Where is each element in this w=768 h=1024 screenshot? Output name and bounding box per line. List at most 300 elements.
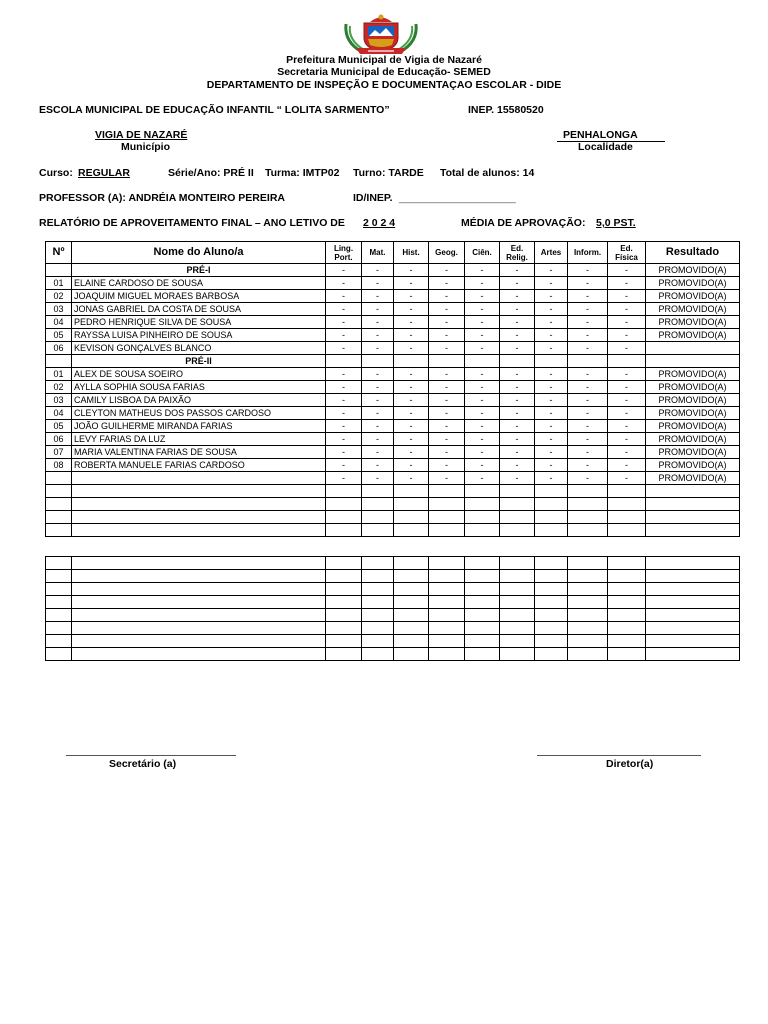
grade-cell: - [465, 277, 500, 290]
student-row [46, 329, 740, 342]
grade-cell: - [362, 303, 394, 316]
header-result: Resultado [646, 242, 740, 264]
student-number: 02 [46, 290, 72, 303]
grade-cell: - [568, 303, 608, 316]
section-number-cell [46, 355, 72, 368]
student-row [46, 277, 740, 290]
grade-cell: - [394, 381, 429, 394]
student-row [46, 394, 740, 407]
grade-cell: - [394, 303, 429, 316]
blank-cell [394, 622, 429, 635]
result-cell: PROMOVIDO(A) [646, 316, 740, 329]
header-portuguese: Ling. Port. [326, 242, 362, 264]
grade-cell: - [429, 329, 465, 342]
grade-cell: - [326, 290, 362, 303]
blank-cell [46, 635, 72, 648]
grade-cell: - [500, 316, 535, 329]
student-number: 04 [46, 407, 72, 420]
blank-cell [535, 648, 568, 661]
secretary-signature-line [66, 755, 236, 756]
municipality-label: Município [121, 141, 170, 153]
student-name: CAMILY LISBOA DA PAIXÃO [72, 394, 326, 407]
blank-cell [500, 609, 535, 622]
grade-cell: - [535, 342, 568, 355]
header-secretaria: Secretaria Municipal de Educação- SEMED [277, 66, 491, 78]
empty-cell [72, 511, 326, 524]
blank-cell [568, 583, 608, 596]
result-cell: PROMOVIDO(A) [646, 277, 740, 290]
empty-cell [394, 524, 429, 537]
empty-cell [568, 524, 608, 537]
grade-cell [465, 355, 500, 368]
grade-cell: - [535, 368, 568, 381]
empty-cell [362, 511, 394, 524]
blank-table [45, 556, 740, 661]
grade-cell: - [429, 446, 465, 459]
empty-cell [535, 498, 568, 511]
grade-cell: - [500, 420, 535, 433]
header-history: Hist. [394, 242, 429, 264]
blank-cell [465, 596, 500, 609]
grade-cell: - [465, 381, 500, 394]
grade-cell [429, 355, 465, 368]
blank-cell [46, 648, 72, 661]
blank-cell [465, 557, 500, 570]
section-row [46, 355, 740, 368]
grade-cell: - [429, 472, 465, 485]
blank-cell [568, 622, 608, 635]
blank-row [46, 570, 740, 583]
student-name: ROBERTA MANUELE FARIAS CARDOSO [72, 459, 326, 472]
header-science: Ciên. [465, 242, 500, 264]
secretary-label: Secretário (a) [109, 758, 177, 770]
teacher-name: PROFESSOR (A): ANDRÉIA MONTEIRO PEREIRA [39, 192, 285, 204]
grade-cell: - [535, 420, 568, 433]
student-row [46, 433, 740, 446]
blank-cell [326, 570, 362, 583]
table-header-row [46, 242, 740, 264]
grade-cell: - [326, 264, 362, 277]
blank-cell [646, 648, 740, 661]
grade-cell: - [362, 446, 394, 459]
grade-cell [608, 355, 646, 368]
blank-cell [46, 557, 72, 570]
blank-cell [646, 635, 740, 648]
grade-cell: - [608, 303, 646, 316]
blank-cell [608, 609, 646, 622]
empty-cell [646, 524, 740, 537]
blank-cell [429, 596, 465, 609]
grade-cell: - [500, 446, 535, 459]
blank-cell [429, 557, 465, 570]
grade-cell: - [535, 459, 568, 472]
grade-cell: - [362, 290, 394, 303]
header-physical-ed: Ed. Física [608, 242, 646, 264]
course-turma: Turma: IMTP02 [265, 167, 340, 179]
blank-cell [326, 557, 362, 570]
result-cell: PROMOVIDO(A) [646, 420, 740, 433]
blank-cell [608, 622, 646, 635]
blank-cell [394, 609, 429, 622]
header-prefeitura: Prefeitura Municipal de Vigia de Nazaré [286, 54, 482, 66]
blank-cell [72, 583, 326, 596]
header-arts: Artes [535, 242, 568, 264]
blank-cell [608, 570, 646, 583]
empty-cell [394, 498, 429, 511]
grade-cell: - [608, 459, 646, 472]
empty-cell [362, 485, 394, 498]
grades-table [45, 241, 740, 537]
blank-cell [608, 596, 646, 609]
student-name: JONAS GABRIEL DA COSTA DE SOUSA [72, 303, 326, 316]
grade-cell: - [362, 264, 394, 277]
blank-cell [465, 570, 500, 583]
grade-cell: - [568, 446, 608, 459]
grade-cell: - [394, 316, 429, 329]
blank-cell [362, 622, 394, 635]
grade-cell: - [535, 433, 568, 446]
empty-cell [646, 498, 740, 511]
grade-cell: - [465, 472, 500, 485]
result-cell: PROMOVIDO(A) [646, 433, 740, 446]
grade-cell: - [362, 420, 394, 433]
blank-row [46, 609, 740, 622]
grade-cell: - [608, 368, 646, 381]
student-row [46, 303, 740, 316]
empty-cell [465, 524, 500, 537]
blank-cell [465, 648, 500, 661]
empty-row [46, 524, 740, 537]
blank-cell [465, 622, 500, 635]
grade-cell: - [465, 407, 500, 420]
grade-cell: - [326, 420, 362, 433]
grade-cell: - [429, 394, 465, 407]
grade-cell: - [465, 368, 500, 381]
student-row [46, 316, 740, 329]
grade-cell: - [465, 394, 500, 407]
grade-cell: - [500, 264, 535, 277]
blank-cell [72, 609, 326, 622]
course-serie: Série/Ano: PRÉ II [168, 167, 254, 179]
blank-cell [465, 635, 500, 648]
grade-cell: - [568, 264, 608, 277]
student-number: 08 [46, 459, 72, 472]
empty-row [46, 485, 740, 498]
director-signature-line [537, 755, 701, 756]
grade-cell: - [535, 446, 568, 459]
student-name: KEVISON GONÇALVES BLANCO [72, 342, 326, 355]
grade-cell [500, 355, 535, 368]
grade-cell: - [500, 303, 535, 316]
empty-cell [500, 485, 535, 498]
grade-cell: - [326, 459, 362, 472]
course-total: Total de alunos: 14 [440, 167, 535, 179]
section-row [46, 264, 740, 277]
blank-cell [535, 557, 568, 570]
blank-cell [429, 622, 465, 635]
grade-cell: - [465, 316, 500, 329]
municipality-value: VIGIA DE NAZARÉ [95, 129, 188, 141]
grade-cell: - [362, 342, 394, 355]
report-title: RELATÓRIO DE APROVEITAMENTO FINAL – ANO LETIVO DE [39, 217, 345, 229]
result-cell: PROMOVIDO(A) [646, 290, 740, 303]
blank-cell [500, 557, 535, 570]
empty-cell [72, 524, 326, 537]
school-inep: INEP. 15580520 [468, 104, 544, 116]
blank-cell [72, 648, 326, 661]
blank-cell [568, 570, 608, 583]
blank-cell [326, 622, 362, 635]
empty-row [46, 511, 740, 524]
grade-cell: - [608, 394, 646, 407]
grade-cell: - [500, 459, 535, 472]
grade-cell: - [362, 368, 394, 381]
grade-cell: - [362, 394, 394, 407]
blank-cell [646, 622, 740, 635]
approval-average-value: 5,0 PST. [596, 217, 636, 229]
grade-cell: - [326, 342, 362, 355]
grade-cell: - [608, 446, 646, 459]
section-number-cell [46, 264, 72, 277]
empty-cell [362, 524, 394, 537]
blank-cell [46, 570, 72, 583]
student-row [46, 472, 740, 485]
empty-cell [465, 485, 500, 498]
empty-cell [535, 524, 568, 537]
empty-cell [535, 511, 568, 524]
student-name: AYLLA SOPHIA SOUSA FARIAS [72, 381, 326, 394]
empty-cell [46, 511, 72, 524]
blank-cell [608, 557, 646, 570]
grade-cell: - [429, 368, 465, 381]
student-number: 01 [46, 277, 72, 290]
blank-cell [535, 583, 568, 596]
header-geography: Geog. [429, 242, 465, 264]
grade-cell: - [326, 394, 362, 407]
grade-cell: - [394, 420, 429, 433]
grade-cell: - [608, 381, 646, 394]
empty-cell [568, 511, 608, 524]
blank-cell [535, 596, 568, 609]
grade-cell: - [465, 290, 500, 303]
empty-cell [326, 485, 362, 498]
empty-cell [362, 498, 394, 511]
grade-cell: - [394, 277, 429, 290]
empty-cell [429, 485, 465, 498]
student-row [46, 381, 740, 394]
student-number: 06 [46, 342, 72, 355]
grade-cell: - [500, 329, 535, 342]
empty-cell [326, 498, 362, 511]
grade-cell: - [608, 342, 646, 355]
student-number: 05 [46, 329, 72, 342]
student-name: RAYSSA LUISA PINHEIRO DE SOUSA [72, 329, 326, 342]
grade-cell: - [568, 394, 608, 407]
grade-cell: - [500, 472, 535, 485]
grade-cell: - [394, 329, 429, 342]
grade-cell: - [535, 277, 568, 290]
empty-cell [568, 498, 608, 511]
student-row [46, 368, 740, 381]
result-cell: PROMOVIDO(A) [646, 303, 740, 316]
grade-cell: - [465, 342, 500, 355]
blank-cell [535, 635, 568, 648]
blank-cell [362, 583, 394, 596]
student-row [46, 459, 740, 472]
grade-cell: - [535, 303, 568, 316]
result-cell: PROMOVIDO(A) [646, 264, 740, 277]
blank-cell [362, 609, 394, 622]
blank-cell [535, 609, 568, 622]
director-label: Diretor(a) [606, 758, 654, 770]
blank-cell [608, 648, 646, 661]
empty-cell [568, 485, 608, 498]
blank-cell [535, 622, 568, 635]
blank-cell [646, 583, 740, 596]
grade-cell: - [568, 407, 608, 420]
grade-cell: - [465, 446, 500, 459]
empty-cell [608, 511, 646, 524]
grade-cell: - [394, 472, 429, 485]
grade-cell: - [608, 329, 646, 342]
grade-cell: - [535, 264, 568, 277]
grade-cell: - [429, 459, 465, 472]
blank-cell [568, 609, 608, 622]
blank-cell [72, 622, 326, 635]
student-number: 04 [46, 316, 72, 329]
grade-cell: - [535, 329, 568, 342]
result-cell: PROMOVIDO(A) [646, 459, 740, 472]
grade-cell: - [394, 394, 429, 407]
grade-cell: - [362, 277, 394, 290]
empty-cell [608, 498, 646, 511]
grade-cell: - [568, 329, 608, 342]
grade-cell: - [500, 433, 535, 446]
grade-cell: - [429, 407, 465, 420]
grade-cell: - [608, 407, 646, 420]
blank-cell [500, 583, 535, 596]
grade-cell: - [568, 420, 608, 433]
grade-cell: - [535, 290, 568, 303]
grade-cell: - [500, 407, 535, 420]
blank-cell [72, 570, 326, 583]
grade-cell: - [429, 342, 465, 355]
grade-cell: - [326, 316, 362, 329]
empty-row [46, 498, 740, 511]
blank-row [46, 583, 740, 596]
approval-average-label: MÉDIA DE APROVAÇÃO: [461, 217, 586, 229]
blank-cell [568, 557, 608, 570]
result-cell: PROMOVIDO(A) [646, 329, 740, 342]
empty-cell [608, 485, 646, 498]
empty-cell [608, 524, 646, 537]
blank-cell [46, 622, 72, 635]
blank-cell [362, 635, 394, 648]
blank-row [46, 622, 740, 635]
grade-cell: - [465, 303, 500, 316]
empty-cell [465, 498, 500, 511]
locality-label: Localidade [578, 141, 633, 153]
empty-cell [646, 511, 740, 524]
student-number: 05 [46, 420, 72, 433]
blank-cell [500, 635, 535, 648]
blank-cell [429, 648, 465, 661]
grade-cell: - [608, 264, 646, 277]
empty-cell [500, 511, 535, 524]
blank-cell [568, 596, 608, 609]
blank-cell [608, 583, 646, 596]
blank-cell [362, 557, 394, 570]
grade-cell: - [500, 277, 535, 290]
section-label: PRÉ-II [72, 355, 326, 368]
grade-cell: - [500, 394, 535, 407]
student-row [46, 420, 740, 433]
empty-cell [500, 498, 535, 511]
grade-cell: - [500, 290, 535, 303]
grade-cell: - [362, 459, 394, 472]
grade-cell: - [362, 381, 394, 394]
grade-cell: - [568, 290, 608, 303]
student-name: ALEX DE SOUSA SOEIRO [72, 368, 326, 381]
grade-cell [535, 355, 568, 368]
student-name [72, 472, 326, 485]
grade-cell: - [535, 472, 568, 485]
course-value: REGULAR [78, 167, 130, 179]
empty-cell [646, 485, 740, 498]
header-informatics: Inform. [568, 242, 608, 264]
blank-cell [72, 557, 326, 570]
grade-cell: - [535, 316, 568, 329]
blank-cell [429, 635, 465, 648]
grade-cell: - [608, 277, 646, 290]
blank-row [46, 635, 740, 648]
grade-cell: - [362, 407, 394, 420]
grade-cell: - [326, 277, 362, 290]
grade-cell: - [535, 407, 568, 420]
grade-cell: - [429, 277, 465, 290]
blank-cell [46, 596, 72, 609]
grade-cell [568, 355, 608, 368]
grade-cell: - [568, 277, 608, 290]
blank-cell [394, 557, 429, 570]
blank-cell [500, 570, 535, 583]
empty-cell [429, 524, 465, 537]
blank-cell [646, 596, 740, 609]
grade-cell: - [326, 472, 362, 485]
student-number: 03 [46, 303, 72, 316]
grade-cell: - [465, 420, 500, 433]
blank-cell [326, 635, 362, 648]
grade-cell: - [568, 459, 608, 472]
blank-cell [429, 570, 465, 583]
blank-cell [429, 609, 465, 622]
grade-cell: - [326, 433, 362, 446]
blank-cell [46, 583, 72, 596]
grade-cell: - [568, 342, 608, 355]
blank-cell [429, 583, 465, 596]
course-label: Curso: [39, 167, 73, 179]
blank-cell [646, 570, 740, 583]
student-name: MARIA VALENTINA FARIAS DE SOUSA [72, 446, 326, 459]
student-number: 03 [46, 394, 72, 407]
grade-cell: - [429, 264, 465, 277]
student-name: JOAQUIM MIGUEL MORAES BARBOSA [72, 290, 326, 303]
blank-cell [500, 596, 535, 609]
grade-cell: - [394, 368, 429, 381]
school-name: ESCOLA MUNICIPAL DE EDUCAÇÃO INFANTIL “ LOLITA SARMENTO” [39, 104, 390, 116]
blank-cell [46, 609, 72, 622]
grade-cell [362, 355, 394, 368]
